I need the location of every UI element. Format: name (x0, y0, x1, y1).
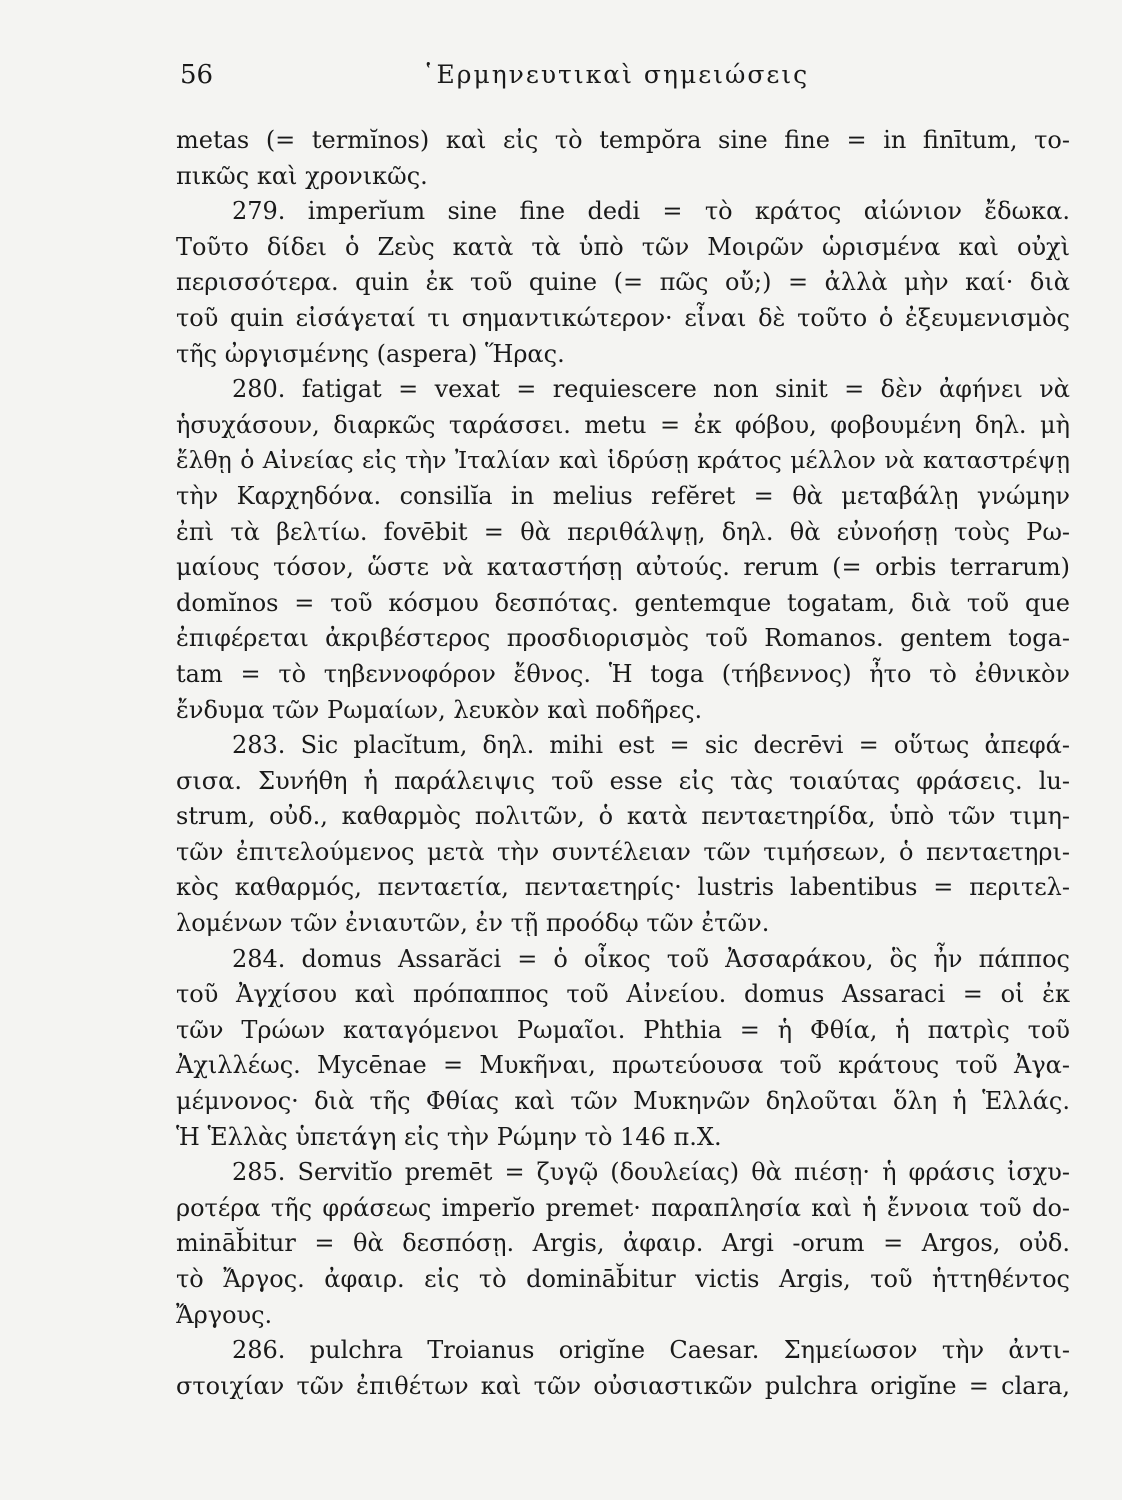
running-head: ῾Ερμηνευτικαὶ σημειώσεις (422, 60, 810, 89)
text-line: μαίους τόσον, ὥστε νὰ καταστήσῃ αὐτούς. rerum (= orbis terrarum) (176, 553, 1070, 582)
text-line: tam = τὸ τηβεννοφόρον ἔθνος. Ἡ toga (τήβεννος) ἦτο τὸ ἐθνικὸν (176, 659, 1070, 688)
text-line: 279. imperĭum sine fine dedi = τὸ κράτος αἰώνιον ἔδωκα. (232, 197, 1070, 226)
text-line: ἐπὶ τὰ βελτίω. fovēbit = θὰ περιθάλψῃ, δηλ. θὰ εὐνοήσῃ τοὺς Ρω- (176, 517, 1070, 546)
text-line: τῶν ἐπιτελούμενος μετὰ τὴν συντέλειαν τῶν τιμήσεων, ὁ πενταετηρι- (176, 837, 1070, 866)
text-line: τοῦ quin εἰσάγεταί τι σημαντικώτερον· εἶναι δὲ τοῦτο ὁ ἐξευμενισμὸς (176, 303, 1070, 332)
text-line: metas (= termĭnos) καὶ εἰς τὸ tempŏra sine fine = in finītum, το- (176, 126, 1070, 154)
text-line: 285. Servitĭo premēt = ζυγῷ (δουλείας) θὰ πιέσῃ· ἡ φράσις ἰσχυ- (232, 1158, 1070, 1187)
text-line: μέμνονος· διὰ τῆς Φθίας καὶ τῶν Μυκηνῶν δηλοῦται ὅλη ἡ Ἑλλάς. (176, 1087, 1070, 1116)
text-line: domĭnos = τοῦ κόσμου δεσπότας. gentemque togatam, διὰ τοῦ que (176, 588, 1070, 617)
body-text (176, 123, 1070, 1404)
page-header (180, 60, 1070, 100)
text-line: 286. pulchra Troianus origĭne Caesar. Σημείωσον τὴν ἀντι- (232, 1336, 1070, 1365)
text-line: τὸ Ἄργος. ἀφαιρ. εἰς τὸ domināb̆itur victis Argis, τοῦ ἡττηθέντος (176, 1265, 1070, 1293)
text-line: κὸς καθαρμός, πενταετία, πενταετηρίς· lustris labentibus = περιτελ- (176, 873, 1070, 902)
text-line: Τοῦτο δίδει ὁ Ζεὺς κατὰ τὰ ὑπὸ τῶν Μοιρῶν ὡρισμένα καὶ οὐχὶ (176, 232, 1070, 261)
page-number: 56 (180, 60, 214, 90)
text-line: 280. fatigat = vexat = requiescere non sinit = δὲν ἀφήνει νὰ (232, 375, 1070, 404)
text-line: 284. domus Assarăci = ὁ οἶκος τοῦ Ἀσσαράκου, ὃς ἦν πάππος (232, 944, 1070, 973)
text-line: τὴν Καρχηδόνα. consilĭa in melius refĕret = θὰ μεταβάλῃ γνώμην (176, 481, 1070, 510)
text-line: 283. Sic placĭtum, δηλ. mihi est = sic decrēvi = οὕτως ἀπεφά- (232, 731, 1070, 760)
text-line: περισσότερα. quin ἐκ τοῦ quine (= πῶς οὔ;) = ἀλλὰ μὴν καί· διὰ (176, 268, 1070, 297)
text-line: strum, οὐδ., καθαρμὸς πολιτῶν, ὁ κατὰ πενταετηρίδα, ὑπὸ τῶν τιμη- (176, 802, 1070, 831)
text-line: ἔνδυμα τῶν Ρωμαίων, λευκὸν καὶ ποδῆρες. (176, 695, 703, 724)
text-line: λομένων τῶν ἐνιαυτῶν, ἐν τῇ προόδῳ τῶν ἐτῶν. (176, 909, 770, 938)
text-line: ἡσυχάσουν, διαρκῶς ταράσσει. metu = ἐκ φόβου, φοβουμένη δηλ. μὴ (176, 410, 1070, 439)
text-line: mināb̆itur = θὰ δεσπόσῃ. Argis, ἀφαιρ. Argi -orum = Argos, οὐδ. (176, 1229, 1070, 1258)
text-line: πικῶς καὶ χρονικῶς. (176, 161, 428, 190)
text-line: ἔλθῃ ὁ Αἰνείας εἰς τὴν Ἰταλίαν καὶ ἱδρύσῃ κράτος μέλλον νὰ καταστρέψῃ (176, 446, 1070, 475)
text-line: στοιχίαν τῶν ἐπιθέτων καὶ τῶν οὐσιαστικῶν pulchra origĭne = clara, (176, 1371, 1070, 1400)
text-line: τοῦ Ἀγχίσου καὶ πρόπαππος τοῦ Αἰνείου. domus Assaraci = οἱ ἐκ (176, 980, 1071, 1009)
text-line: Ἡ Ἑλλὰς ὑπετάγη εἰς τὴν Ρώμην τὸ 146 π.Χ. (176, 1122, 722, 1151)
text-line: Ἀχιλλέως. Mycēnae = Μυκῆναι, πρωτεύουσα τοῦ κράτους τοῦ Ἀγα- (176, 1051, 1070, 1080)
text-line: Ἄργους. (176, 1300, 273, 1329)
text-line: ἐπιφέρεται ἀκριβέστερος προσδιορισμὸς τοῦ Romanos. gentem toga- (176, 624, 1070, 653)
text-line: τῆς ὠργισμένης (aspera) Ἥρας. (176, 339, 565, 368)
text-line: τῶν Τρώων καταγόμενοι Ρωμαῖοι. Phthia = ἡ Φθία, ἡ πατρὶς τοῦ (176, 1015, 1070, 1044)
text-line: ροτέρα τῆς φράσεως imperĭo premet· παραπλησία καὶ ἡ ἔννοια τοῦ do- (176, 1193, 1070, 1222)
text-line: σισα. Συνήθη ἡ παράλειψις τοῦ esse εἰς τὰς τοιαύτας φράσεις. lu- (176, 766, 1070, 795)
